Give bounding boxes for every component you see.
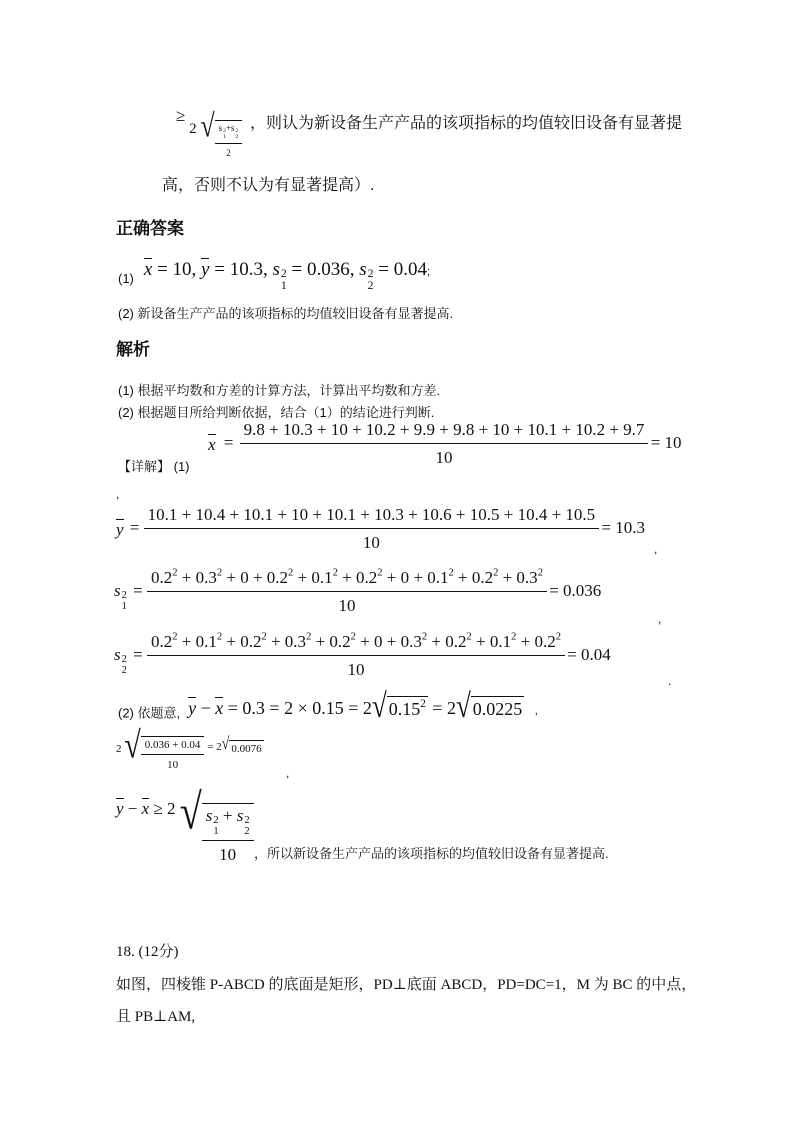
comma-2: ,	[654, 542, 658, 556]
geq-criterion	[176, 106, 242, 158]
xbar-equation: x = $\frac{9.8 + 10.3 + 10 + 10.2 + 9.9 + 9.8 + 10 + 10.1 + 10.2 + 9.7}{10}$ = 10	[208, 420, 682, 467]
coef-two: 2	[189, 121, 197, 137]
s1-equation: s 2 1 = $0.2^2 + 0.3^2 + 0 + 0.2^2 + 0.1^2 + 0.2^2 + 0 + 0.1^2 + 0.2^2 + 0.3^2$ 10 = 0.036	[114, 567, 602, 615]
analysis-heading: 解析	[116, 340, 150, 359]
analysis-p2: (2) 根据题目所给判断依据，结合（1）的结论进行判断.	[118, 405, 435, 420]
s2-equation: s 2 2 = $0.2^2 + 0.1^2 + 0.2^2 + 0.3^2 + 0.2^2 + 0 + 0.3^2 + 0.2^2 + 0.1^2 + 0.2^2$ 10 = 0.04	[114, 631, 611, 679]
comma-1: ,	[116, 487, 120, 501]
criterion-text-line1: ，则认为新设备生产产品的该项指标的均值较旧设备有显著提	[250, 115, 683, 132]
period-1: .	[668, 674, 672, 688]
geq-symbol: ≥	[176, 106, 186, 125]
part2-equation: $_{(2) 依题意,}$ y − x = 0.3 = 2 × 0.15 = 2 √ 0.15$^2$ = 2 √ 0.0225 ,	[118, 686, 538, 725]
answer-item-1	[118, 258, 430, 292]
criterion-sqrt: √ s 2 1 +s 2 2 2	[200, 120, 242, 158]
q18-title: 18. (12分)	[116, 944, 179, 960]
answer-heading: 正确答案	[116, 219, 184, 238]
ybar-equation: y = 10.1 + 10.4 + 10.1 + 10 + 10.1 + 10.3 + 10.6 + 10.5 + 10.4 + 10.5 10 = 10.3	[116, 505, 646, 552]
detail-label: 【详解】 (1)	[118, 459, 190, 474]
item1-formula: x = 10, y = 10.3, s 2 1 = 0.036, s 2 2 = 0.04;	[143, 259, 431, 293]
small-sqrt-equation: 2 √ $\frac{0.036 + 0.04}{10}$ = 2 √ 0.0076	[116, 724, 262, 771]
q18-line2: 且 PB⊥AM,	[116, 1009, 196, 1025]
comma-5: ,	[286, 766, 290, 780]
item1-label: (1)	[118, 271, 134, 286]
criterion-text-line2: 高，否则不认为有显著提高）.	[162, 177, 375, 194]
comma-3: ,	[658, 612, 662, 626]
answer-item-2: (2) 新设备生产产品的该项指标的均值较旧设备有显著提高.	[118, 306, 454, 321]
final-inequality: y − x ≥ 2 √ s 2 1 + s 2 2 10	[116, 798, 254, 865]
q18-line1: 如图，四棱锥 P-ABCD 的底面是矩形，PD⊥底面 ABCD，PD=DC=1，M 为 BC 的中点，	[116, 977, 697, 993]
analysis-p1: (1) 根据平均数和方差的计算方法，计算出平均数和方差.	[118, 383, 441, 398]
final-conclusion: ，所以新设备生产产品的该项指标的均值较旧设备有显著提高.	[254, 846, 609, 861]
part2-label: (2) 依题意,	[118, 705, 181, 721]
